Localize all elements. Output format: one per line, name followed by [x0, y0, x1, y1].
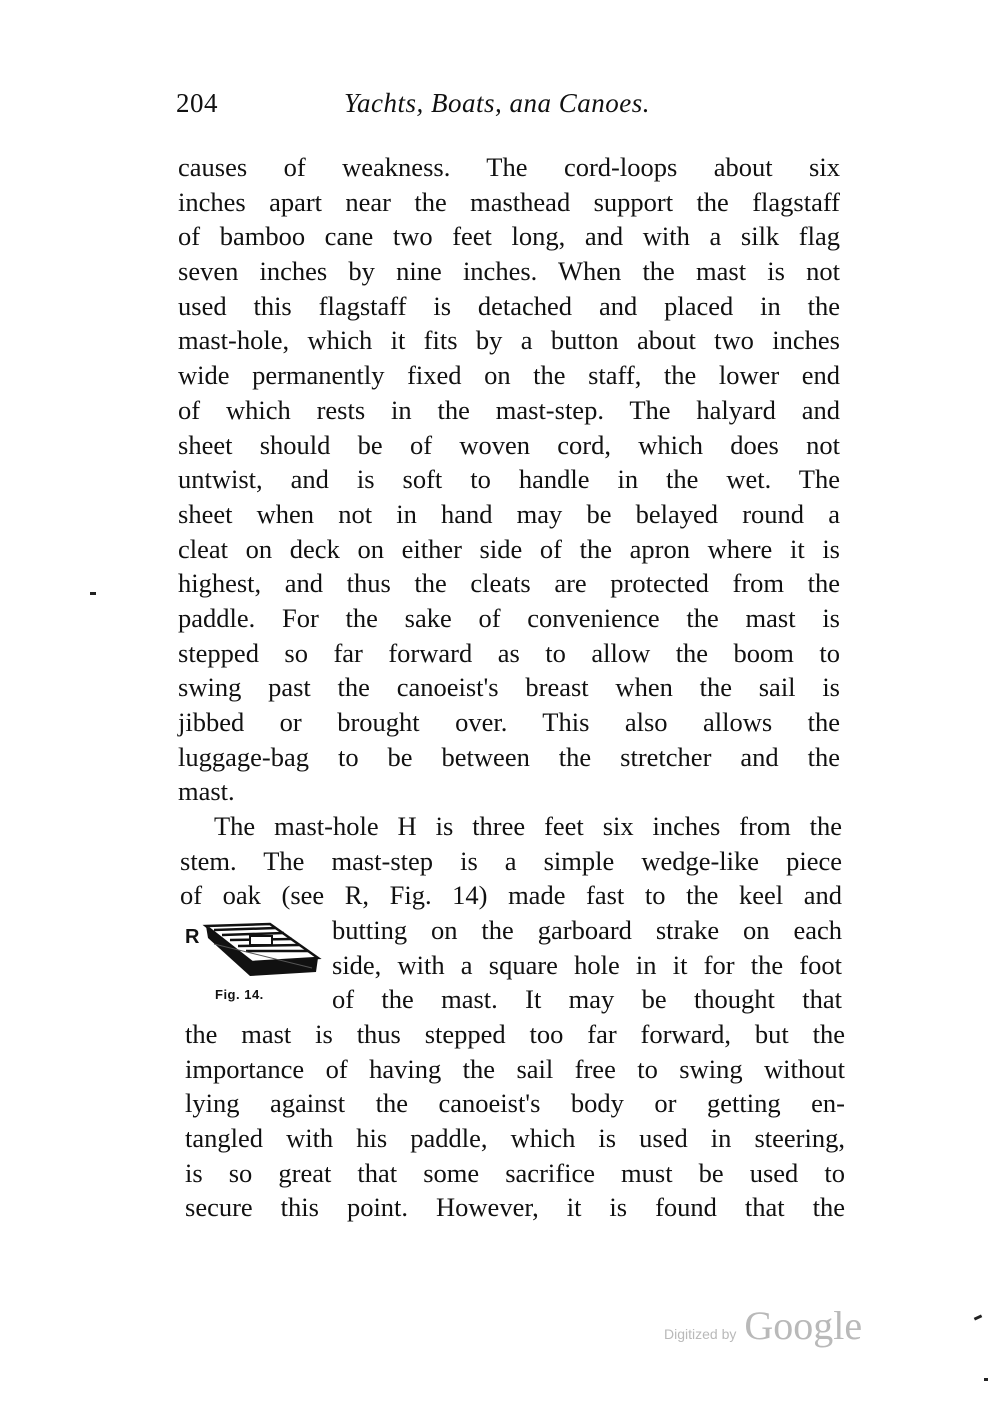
text-line: lying against the canoeist's body or getting en- — [185, 1088, 845, 1119]
text-line: sheet when not in hand may be belayed round a — [178, 498, 840, 529]
text-line: stepped so far forward as to allow the boom to — [178, 637, 840, 668]
text-line: butting on the garboard strake on each — [332, 915, 842, 945]
text-line: of the mast. It may be thought that — [332, 984, 842, 1015]
text-line: side, with a square hole in it for the foot — [332, 949, 842, 980]
text-line: inches apart near the masthead support the flagstaff — [178, 186, 840, 217]
text-line: swing past the canoeist's breast when the sail is — [178, 672, 840, 703]
running-title: Yachts, Boats, ana Canoes. — [344, 88, 651, 118]
paragraph-wrap — [332, 913, 842, 1017]
paragraph-3 — [185, 1017, 845, 1225]
text-line: used this flagstaff is detached and placed in the — [178, 290, 840, 321]
text-line: mast. — [178, 776, 235, 807]
text-line: paddle. For the sake of convenience the mast is — [178, 602, 840, 633]
figure-caption: Fig. 14. — [215, 987, 264, 1002]
text-line: The mast-hole H is three feet six inches from the — [214, 811, 842, 841]
text-line: is so great that some sacrifice must be used to — [185, 1157, 845, 1188]
text-line: sheet should be of woven cord, which does not — [178, 429, 840, 460]
text-line: tangled with his paddle, which is used in steering, — [185, 1123, 845, 1154]
text-line: the mast is thus stepped too far forward, but the — [185, 1019, 845, 1049]
figure-letter: R — [185, 926, 200, 948]
paragraph-2 — [180, 809, 842, 913]
scan-speck — [90, 592, 96, 595]
text-line: of which rests in the mast-step. The halyard and — [178, 394, 840, 425]
text-line: causes of weakness. The cord-loops about six — [178, 152, 840, 182]
page-number: 204 — [176, 88, 218, 118]
scan-speck — [974, 1314, 983, 1320]
text-line: secure this point. However, it is found that the — [185, 1192, 845, 1223]
text-line: jibbed or brought over. This also allows the — [178, 707, 840, 737]
text-line: stem. The mast-step is a simple wedge-like piece — [180, 845, 842, 876]
text-line: wide permanently fixed on the staff, the lower end — [178, 360, 840, 391]
text-line: cleat on deck on either side of the apron where it is — [178, 533, 840, 564]
watermark-brand: Google — [744, 1303, 863, 1348]
text-line: untwist, and is soft to handle in the wet. The — [178, 464, 840, 495]
scan-speck — [984, 1378, 988, 1381]
text-line: importance of having the sail free to swing without — [185, 1053, 845, 1084]
figure-14 — [182, 912, 327, 1012]
text-line: mast-hole, which it fits by a button about two inches — [178, 325, 840, 356]
text-line: seven inches by nine inches. When the mast is not — [178, 256, 840, 287]
mast-step-wedge-illustration — [200, 918, 325, 978]
text-line: of bamboo cane two feet long, and with a silk flag — [178, 221, 840, 252]
digitized-watermark — [664, 1302, 862, 1352]
text-line: highest, and thus the cleats are protected from the — [178, 568, 840, 599]
text-line: of oak (see R, Fig. 14) made fast to the keel and — [180, 880, 842, 911]
watermark-prefix: Digitized by — [664, 1326, 737, 1342]
text-line: luggage-bag to be between the stretcher and the — [178, 741, 840, 772]
paragraph-1 — [178, 150, 840, 809]
running-head — [176, 88, 838, 128]
